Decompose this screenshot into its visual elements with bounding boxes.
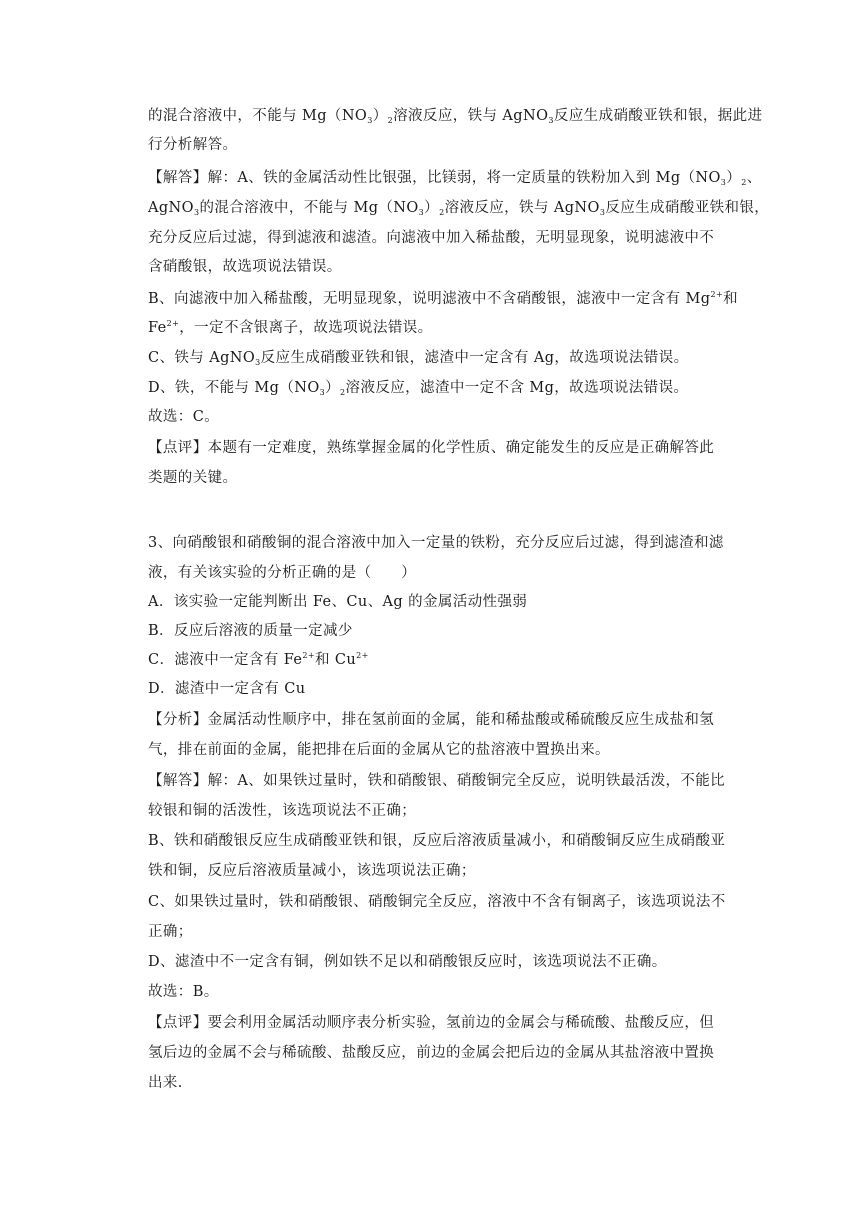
text-line: 类题的关键。 (148, 470, 238, 486)
option-b: B．反应后溶液的质量一定减少 (148, 623, 353, 639)
answer-line: 【解答】解：A、铁的金属活动性比银强，比镁弱，将一定质量的铁粉加入到 $Mg(NO_3)_2$、 (148, 170, 762, 187)
text-line: B、向滤液中加入稀盐酸，无明显现象，说明滤液中不含硝酸银，滤液中一定含有 $Mg^{2+}$和 (148, 290, 738, 307)
text-line: D、滤渣中不一定含有铜，例如铁不足以和硝酸银反应时，该选项说法不正确。 (148, 954, 667, 970)
text-line: 出来. (148, 1075, 183, 1091)
text-line: C、如果铁过量时，铁和硝酸银、硝酸铜完全反应，溶液中不含有铜离子，该选项说法不 (148, 894, 726, 910)
option-c: C．滤液中一定含有 $Fe^{2+}$和 $Cu^{2+}$ (148, 651, 369, 668)
answer-tag: 【解答】 (148, 773, 208, 789)
comment-tag: 【点评】 (148, 1015, 208, 1031)
answer-line: 【解答】解：A、如果铁过量时，铁和硝酸银、硝酸铜完全反应，说明铁最活泼，不能比 (148, 773, 726, 789)
text-line: 气，排在前面的金属，能把排在后面的金属从它的盐溶液中置换出来。 (148, 742, 610, 758)
analysis-line: 【分析】金属活动性顺序中，排在氢前面的金属，能和稀盐酸或稀硫酸反应生成盐和氢 (148, 712, 715, 728)
text-line: C、铁与 AgNO$_3$反应生成硝酸亚铁和银，滤渣中一定含有 Ag，故选项说法错误。 (148, 350, 689, 367)
option-a: A．该实验一定能判断出 Fe、Cu、Ag 的金属活动性强弱 (148, 594, 528, 610)
question-stem: 液，有关该实验的分析正确的是（ ） (148, 565, 417, 581)
text-line: B、铁和硝酸银反应生成硝酸亚铁和银，反应后溶液质量减小，和硝酸铜反应生成硝酸亚 (148, 833, 726, 849)
text-line: 故选：B。 (148, 984, 219, 1000)
text-line: 的混合溶液中，不能与 $Mg(NO_3)_2$溶液反应，铁与 AgNO$_3$反应生成硝酸亚铁和银，据此进 (148, 108, 763, 125)
text-line: 正确； (148, 924, 193, 940)
text-line: 铁和铜，反应后溶液质量减小，该选项说法正确； (148, 863, 476, 879)
text-line: 氢后边的金属不会与稀硫酸、盐酸反应，前边的金属会把后边的金属从其盐溶液中置换 (148, 1045, 715, 1061)
text-line: AgNO$_3$的混合溶液中，不能与 $Mg(NO_3)_2$溶液反应，铁与 AgNO$_3$反应生成硝酸亚铁和银， (148, 200, 770, 217)
text-line: 充分反应后过滤，得到滤液和滤渣。向滤液中加入稀盐酸，无明显现象，说明滤液中不 (148, 230, 715, 246)
option-d: D．滤渣中一定含有 Cu (148, 681, 306, 697)
text-line: 行分析解答。 (148, 137, 238, 153)
answer-tag: 【解答】 (148, 170, 208, 186)
text-line: D、铁，不能与 $Mg(NO_3)_2$溶液反应，滤渣中一定不含 Mg，故选项说法错误。 (148, 380, 689, 397)
comment-line: 【点评】要会利用金属活动顺序表分析实验，氢前边的金属会与稀硫酸、盐酸反应，但 (148, 1015, 715, 1031)
comment-tag: 【点评】 (148, 440, 208, 456)
comment-line: 【点评】本题有一定难度，熟练掌握金属的化学性质、确定能发生的反应是正确解答此 (148, 440, 715, 456)
analysis-tag: 【分析】 (148, 712, 208, 728)
question-stem: 3、向硝酸银和硝酸铜的混合溶液中加入一定量的铁粉，充分反应后过滤，得到滤渣和滤 (148, 535, 724, 551)
text-line: $Fe^{2+}$，一定不含银离子，故选项说法错误。 (148, 319, 433, 336)
text-line: 含硝酸银，故选项说法错误。 (148, 259, 342, 275)
text-line: 较银和铜的活泼性，该选项说法不正确； (148, 803, 417, 819)
text-line: 故选：C。 (148, 409, 220, 425)
